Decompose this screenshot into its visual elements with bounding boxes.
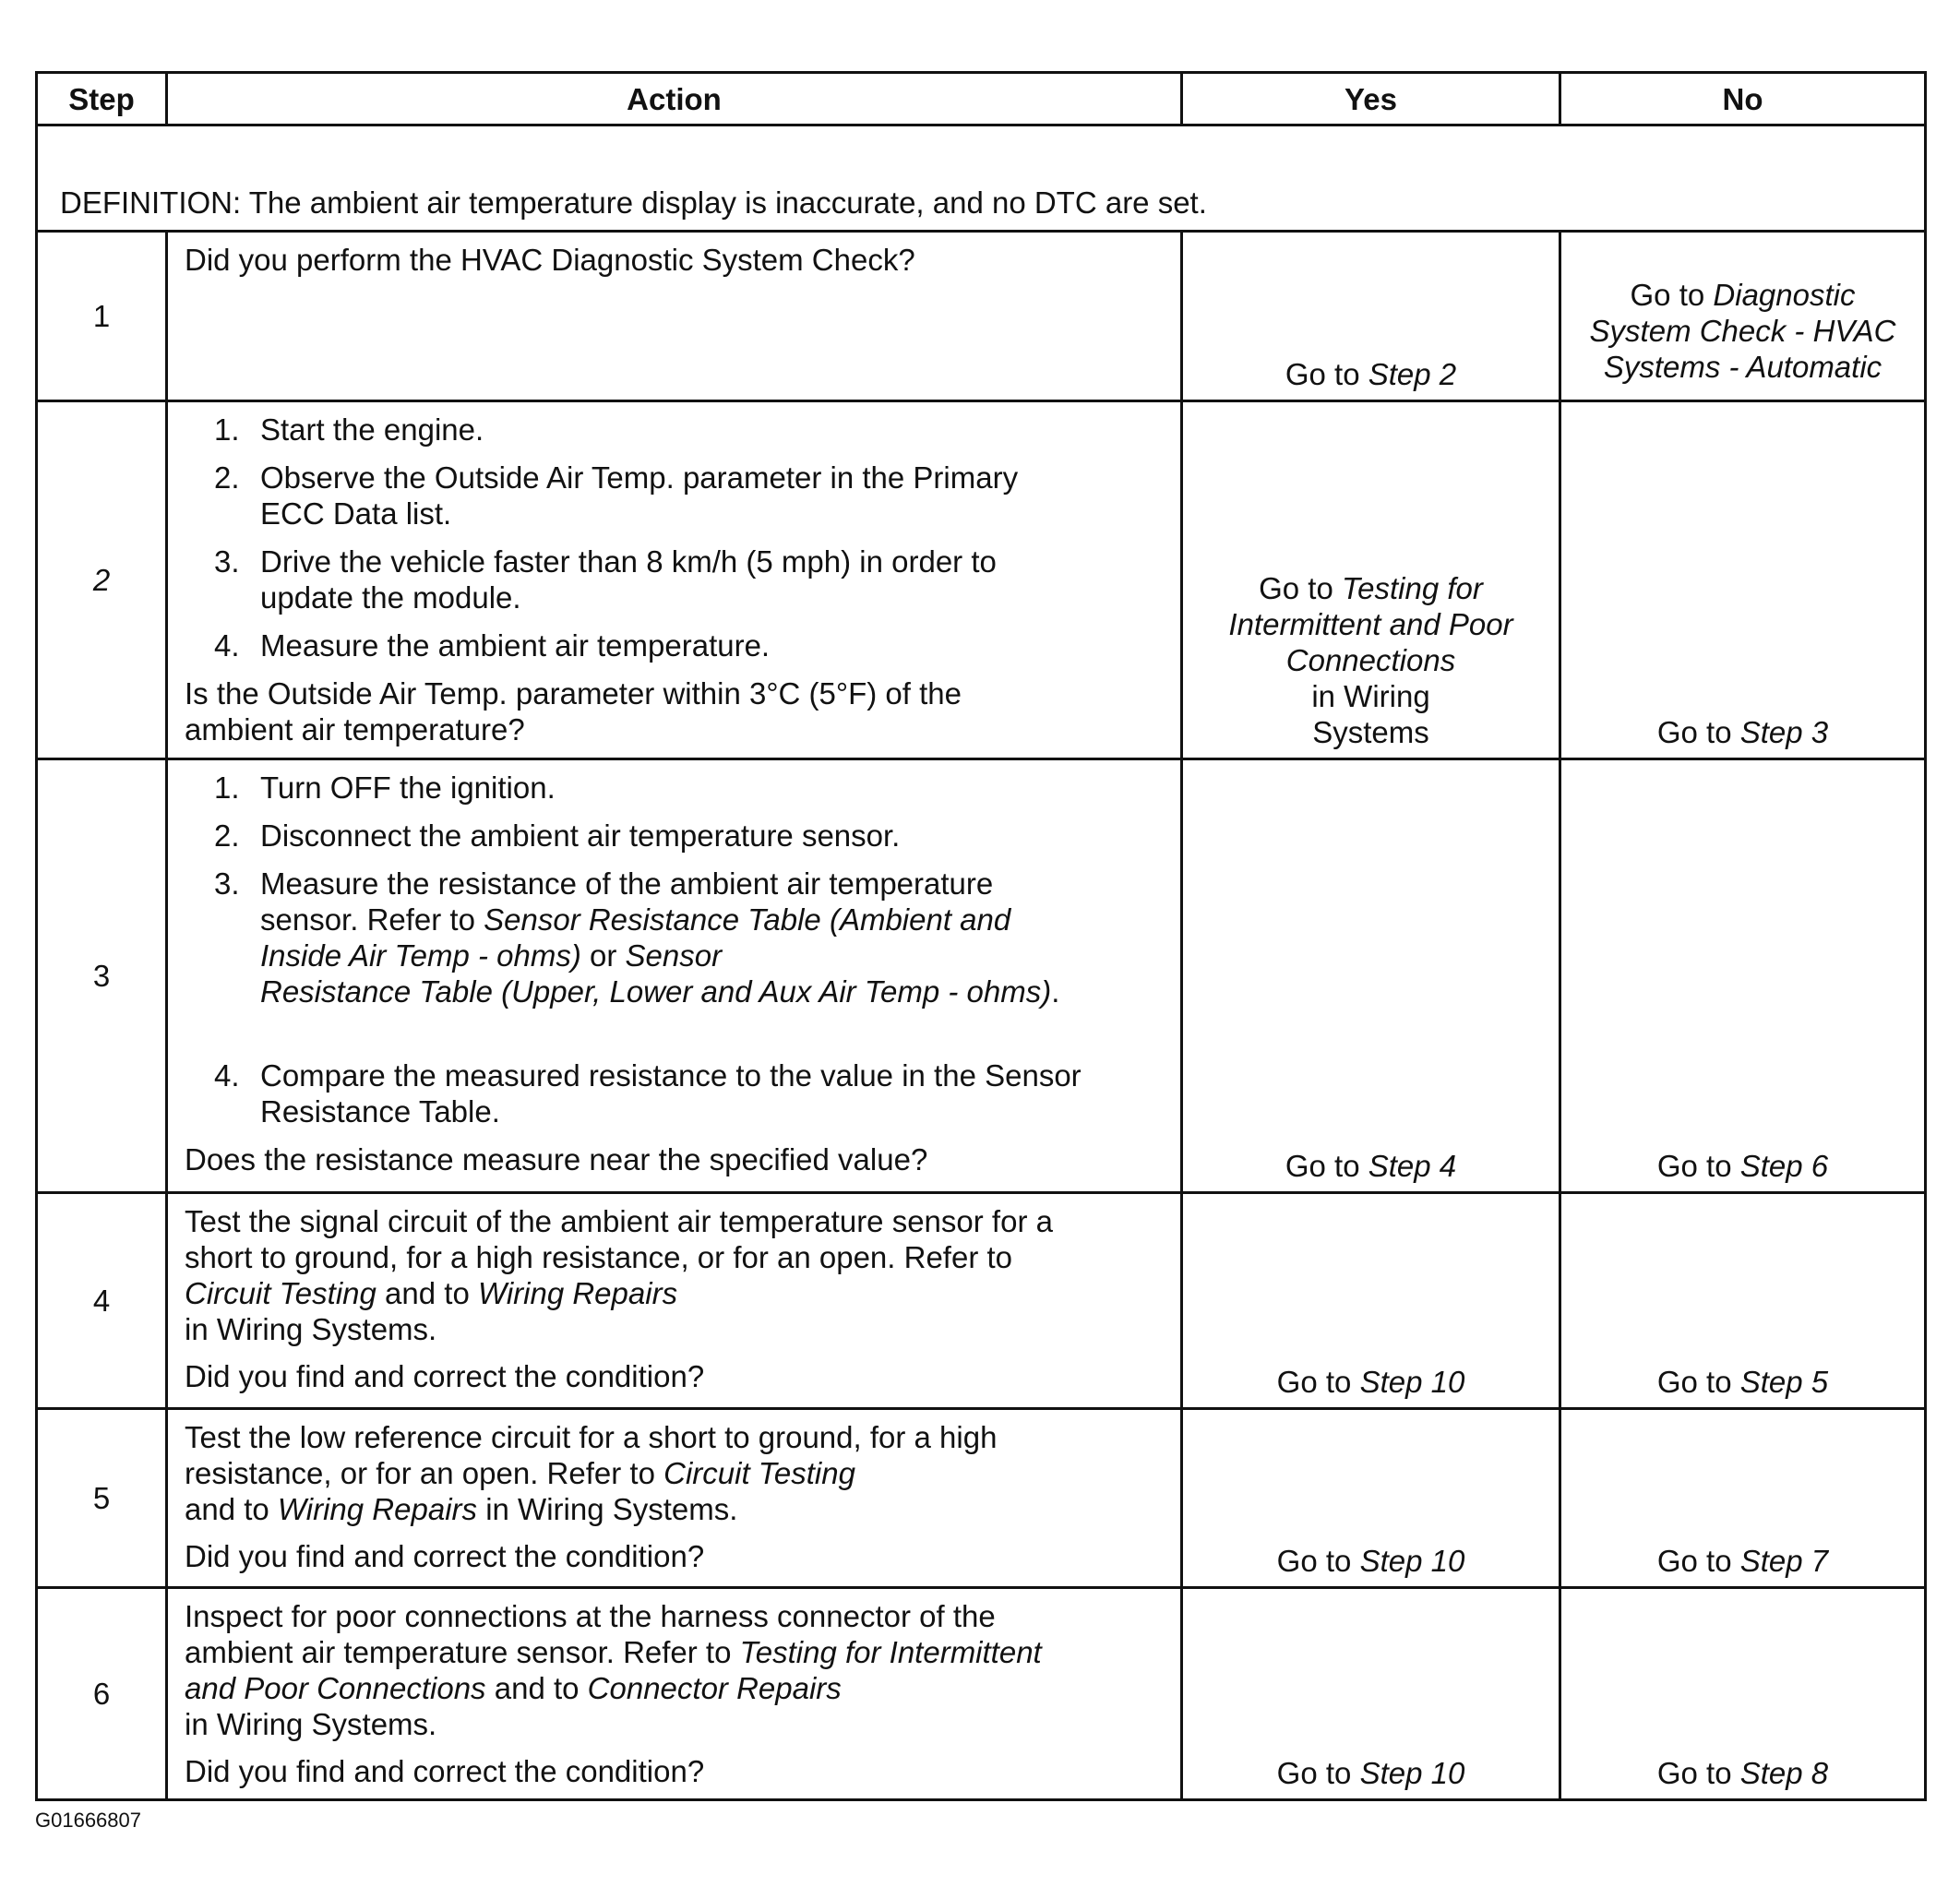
list-item: 3. Measure the resistance of the ambient air temperature sensor. Refer to Sensor Resistance Table (Ambient and Inside Air Temp - ohms) or Sensor Resistance Table (Upper, Lower and Aux Air Temp - ohms). [214, 866, 1060, 1009]
action-cell [167, 401, 1182, 759]
yes-cell [1182, 232, 1560, 401]
no-prefix: Go to [1630, 278, 1705, 312]
yes-cell [1182, 401, 1560, 759]
table-row [37, 1409, 1926, 1588]
action-cell [167, 1193, 1182, 1409]
reference-link[interactable]: Sensor Resistance Table (Ambient and [484, 902, 1011, 937]
action-text: Test the signal circuit of the ambient air temperature sensor for a short to ground, for a high resistance, or for an open. Refer to Circuit Testing and to Wiring Repairs in Wiring Systems. [185, 1204, 1053, 1346]
no-target-link[interactable]: Step 5 [1739, 1365, 1829, 1399]
yes-cell [1182, 1588, 1560, 1800]
yes-target-link[interactable]: Intermittent and Poor [1228, 607, 1513, 641]
no-target-link[interactable]: System Check - HVAC [1589, 314, 1896, 348]
action-cell [167, 1409, 1182, 1588]
yes-cell [1182, 1409, 1560, 1588]
figure-code: G01666807 [35, 1809, 141, 1832]
no-cell [1560, 401, 1926, 759]
no-target-link[interactable]: Step 7 [1739, 1544, 1829, 1578]
yes-target-link[interactable]: Step 2 [1368, 357, 1457, 391]
no-prefix: Go to [1656, 715, 1732, 749]
list-item: 1. Turn OFF the ignition. [214, 770, 556, 805]
no-target-link[interactable]: Step 3 [1739, 715, 1829, 749]
question-text: Did you find and correct the condition? [185, 1539, 705, 1573]
yes-cell [1182, 759, 1560, 1193]
reference-link[interactable]: Circuit Testing [185, 1276, 376, 1310]
diagnostic-table [35, 71, 1927, 1801]
list-item: 2. Disconnect the ambient air temperature sensor. [214, 818, 901, 853]
yes-target-link[interactable]: Step 10 [1359, 1365, 1465, 1399]
question-text: Is the Outside Air Temp. parameter within 3°C (5°F) of the ambient air temperature? [185, 676, 962, 746]
yes-target-link[interactable]: Connections [1285, 643, 1456, 677]
reference-link[interactable]: Circuit Testing [663, 1456, 855, 1490]
step-list [185, 412, 1167, 663]
list-item: 2. Observe the Outside Air Temp. parameter in the Primary ECC Data list. [214, 460, 1019, 531]
no-target-link[interactable]: Step 8 [1739, 1756, 1829, 1790]
yes-prefix: Go to [1259, 571, 1333, 605]
no-cell [1560, 759, 1926, 1193]
no-cell [1560, 1588, 1926, 1800]
step-number: 4 [37, 1193, 167, 1409]
yes-suffix: in Wiring [1311, 679, 1430, 713]
no-cell [1560, 232, 1926, 401]
yes-prefix: Go to [1276, 1756, 1352, 1790]
reference-link[interactable]: Wiring Repairs [477, 1276, 678, 1310]
step-number: 2 [37, 401, 167, 759]
table-row [37, 401, 1926, 759]
header-yes: Yes [1182, 73, 1560, 125]
question-text: Did you find and correct the condition? [185, 1359, 705, 1393]
yes-suffix: Systems [1312, 715, 1429, 749]
no-prefix: Go to [1656, 1756, 1732, 1790]
reference-link[interactable]: Testing for Intermittent [739, 1635, 1042, 1669]
list-item: 1. Start the engine. [214, 412, 484, 447]
reference-link[interactable]: Resistance Table (Upper, Lower and Aux Air Temp - ohms) [260, 974, 1052, 1009]
header-no: No [1560, 73, 1926, 125]
table-row [37, 1588, 1926, 1800]
step-number: 6 [37, 1588, 167, 1800]
action-cell [167, 759, 1182, 1193]
no-target-link[interactable]: Step 6 [1739, 1149, 1829, 1183]
yes-prefix: Go to [1285, 357, 1360, 391]
no-prefix: Go to [1656, 1149, 1732, 1183]
list-item: 4. Compare the measured resistance to the value in the Sensor Resistance Table. [214, 1058, 1082, 1129]
no-cell [1560, 1193, 1926, 1409]
yes-prefix: Go to [1276, 1365, 1352, 1399]
definition-text: DEFINITION: The ambient air temperature display is inaccurate, and no DTC are set. [60, 185, 1207, 220]
header-step: Step [37, 73, 167, 125]
reference-link[interactable]: Sensor [625, 938, 723, 973]
table-row [37, 759, 1926, 1193]
definition-row [37, 125, 1926, 232]
step-list [185, 770, 1167, 1129]
table-row [37, 232, 1926, 401]
table-row [37, 1193, 1926, 1409]
no-cell [1560, 1409, 1926, 1588]
reference-link[interactable]: Inside Air Temp - ohms) [260, 938, 581, 973]
no-target-link[interactable]: Diagnostic [1713, 278, 1856, 312]
list-item: 3. Drive the vehicle faster than 8 km/h (5 mph) in order to update the module. [214, 544, 997, 615]
yes-target-link[interactable]: Step 4 [1368, 1149, 1457, 1183]
step-number: 1 [37, 232, 167, 401]
action-cell [167, 1588, 1182, 1800]
yes-cell [1182, 1193, 1560, 1409]
no-prefix: Go to [1656, 1365, 1732, 1399]
reference-link[interactable]: and Poor Connections [185, 1671, 486, 1705]
action-text: Inspect for poor connections at the harness connector of the ambient air temperature sensor. Refer to Testing for Intermittent and Poor Connections and to Connector Repairs in Wiring Systems. [185, 1599, 1042, 1741]
step-number: 3 [37, 759, 167, 1193]
yes-target-link[interactable]: Testing for [1342, 571, 1483, 605]
no-target-link[interactable]: Systems - Automatic [1603, 350, 1882, 384]
question-text: Did you find and correct the condition? [185, 1754, 705, 1788]
reference-link[interactable]: Wiring Repairs [277, 1492, 478, 1526]
step-number: 5 [37, 1409, 167, 1588]
yes-target-link[interactable]: Step 10 [1359, 1756, 1465, 1790]
yes-prefix: Go to [1285, 1149, 1360, 1183]
yes-target-link[interactable]: Step 10 [1359, 1544, 1465, 1578]
action-text: Test the low reference circuit for a short to ground, for a high resistance, or for an open. Refer to Circuit Testing and to Wiring Repairs in Wiring Systems. [185, 1420, 998, 1526]
header-row [37, 73, 1926, 125]
no-prefix: Go to [1656, 1544, 1732, 1578]
action-cell [167, 232, 1182, 401]
header-action: Action [167, 73, 1182, 125]
list-item: 4. Measure the ambient air temperature. [214, 628, 771, 663]
question-text: Does the resistance measure near the specified value? [185, 1142, 928, 1176]
reference-link[interactable]: Connector Repairs [587, 1671, 842, 1705]
question-text: Did you perform the HVAC Diagnostic System Check? [185, 243, 915, 277]
yes-prefix: Go to [1276, 1544, 1352, 1578]
